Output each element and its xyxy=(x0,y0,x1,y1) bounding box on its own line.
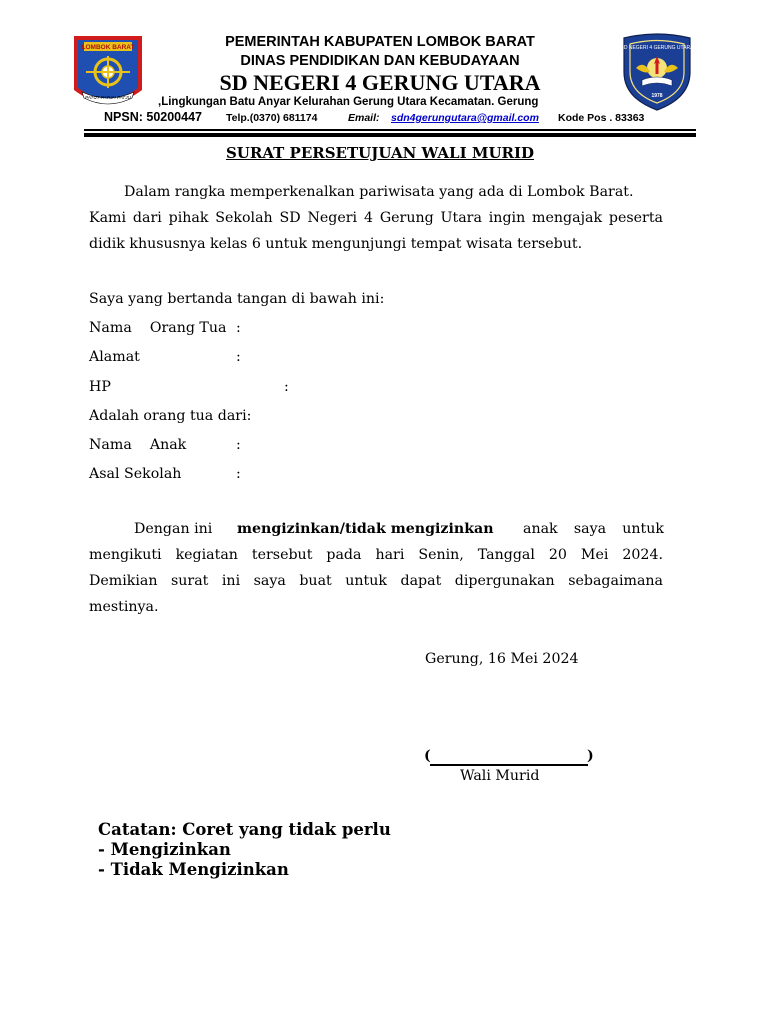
parent-name-label: Nama Orang Tua xyxy=(89,320,227,336)
left-logo-banner: LOMBOK BARAT xyxy=(81,44,135,51)
school-name: SD NEGERI 4 GERUNG UTARA xyxy=(219,70,541,95)
consent-line-2: mengikuti kegiatan tersebut pada hari Senin, Tanggal 20 Mei 2024. xyxy=(89,547,663,563)
child-of-label: Adalah orang tua dari: xyxy=(89,408,252,424)
intro-line-3: didik khususnya kelas 6 untuk mengunjungi tempat wisata tersebut. xyxy=(89,236,583,252)
consent-line-4: mestinya. xyxy=(89,599,159,615)
left-logo-motto: PATUT PATUH PATJU xyxy=(85,95,131,100)
address-label: Alamat xyxy=(89,349,140,365)
signer-role: Wali Murid xyxy=(460,768,540,784)
signer-intro: Saya yang bertanda tangan di bawah ini: xyxy=(89,291,385,307)
header-divider-thin xyxy=(84,129,696,131)
note-option-allow: - Mengizinkan xyxy=(98,840,231,859)
child-name-label: Nama Anak xyxy=(89,437,187,453)
department-heading: DINAS PENDIDIKAN DAN KEBUDAYAAN xyxy=(240,53,520,69)
email-link[interactable]: sdn4gerungutara@gmail.com xyxy=(391,112,539,124)
place-date: Gerung, 16 Mei 2024 xyxy=(425,651,579,667)
intro-line-2: Kami dari pihak Sekolah SD Negeri 4 Gerung Utara ingin mengajak peserta xyxy=(89,210,663,226)
consent-choice: mengizinkan/tidak mengizinkan xyxy=(237,521,494,537)
government-heading: PEMERINTAH KABUPATEN LOMBOK BARAT xyxy=(225,34,535,50)
child-name-colon: : xyxy=(236,437,241,453)
letter-title: SURAT PERSETUJUAN WALI MURID xyxy=(225,144,535,162)
parent-name-colon: : xyxy=(236,320,241,336)
email-label: Email: xyxy=(348,112,380,124)
right-logo-ring: SD NEGERI 4 GERUNG UTARA xyxy=(620,45,694,51)
telephone: Telp.(0370) 681174 xyxy=(226,112,318,124)
right-logo-year: 1978 xyxy=(651,93,663,99)
origin-school-label: Asal Sekolah xyxy=(89,466,182,482)
note-title: Catatan: Coret yang tidak perlu xyxy=(98,820,391,839)
note-option-deny: - Tidak Mengizinkan xyxy=(98,860,289,879)
postal-code: Kode Pos . 83363 xyxy=(558,112,645,124)
npsn: NPSN: 50200447 xyxy=(104,110,202,124)
phone-label: HP xyxy=(89,379,111,395)
school-address: ,Lingkungan Batu Anyar Kelurahan Gerung Utara Kecamatan. Gerung xyxy=(158,96,539,108)
signature-paren-open: ( xyxy=(424,748,431,764)
intro-line-1: Dalam rangka memperkenalkan pariwisata yang ada di Lombok Barat. xyxy=(124,184,634,200)
header-divider-thick xyxy=(84,133,696,137)
phone-colon: : xyxy=(284,379,289,395)
address-colon: : xyxy=(236,349,241,365)
consent-line-3: Demikian surat ini saya buat untuk dapat dipergunakan sebagaimana xyxy=(89,573,663,589)
origin-school-colon: : xyxy=(236,466,241,482)
signature-paren-close: ) xyxy=(587,748,594,764)
consent-rest: anak saya untuk xyxy=(523,521,664,537)
consent-intro: Dengan ini xyxy=(134,521,213,537)
signature-line xyxy=(430,764,588,766)
